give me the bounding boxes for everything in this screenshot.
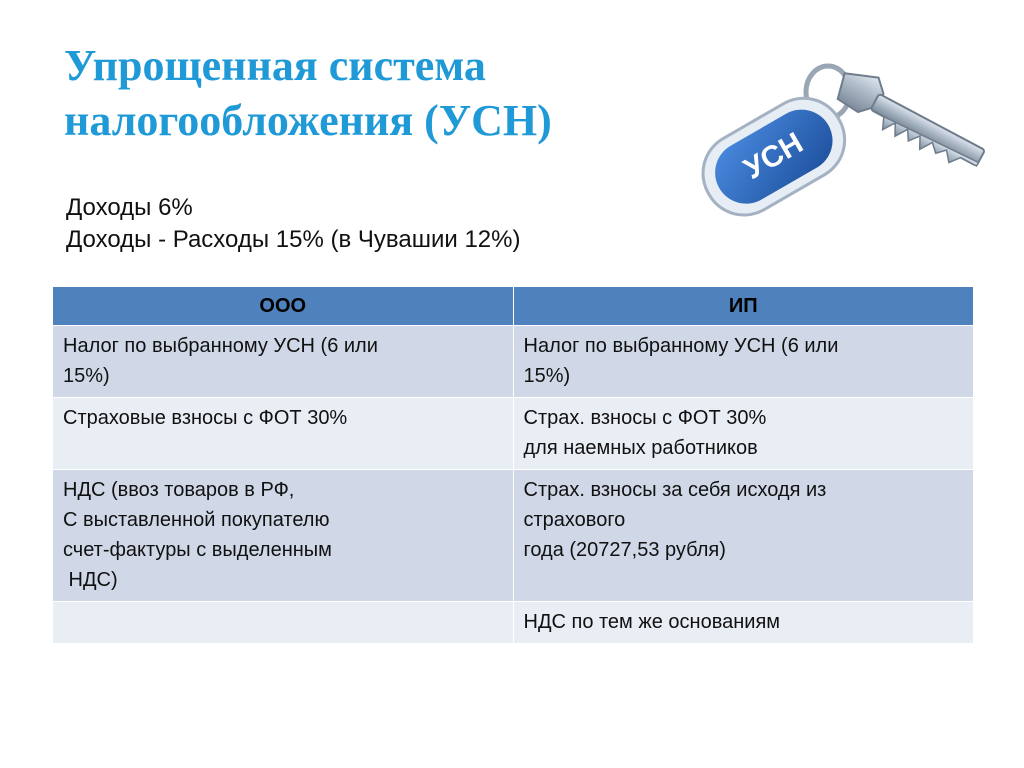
cell-text-line: для наемных работников — [523, 437, 758, 459]
table-cell-ip — [513, 602, 973, 644]
cell-text-line: Страх. взносы за себя исходя из — [523, 479, 827, 501]
cell-text-line: страхового — [523, 509, 626, 531]
table-header-row — [53, 287, 973, 326]
table-row — [53, 398, 973, 470]
cell-text-line: Страх. взносы с ФОТ 30% — [523, 407, 767, 429]
cell-text-line: Налог по выбранному УСН (6 или — [63, 335, 378, 357]
cell-text-line: НДС по тем же основаниям — [523, 611, 781, 633]
tax-rate-income: Доходы 6% — [66, 194, 193, 221]
slide-title-line-1: Упрощенная система — [64, 41, 486, 90]
cell-text-line: Налог по выбранному УСН (6 или — [523, 335, 839, 357]
cell-text-line: года (20727,53 рубля) — [523, 539, 726, 561]
key-body-shape — [830, 63, 992, 177]
table-cell-ooo — [53, 398, 513, 470]
column-header-ooo: ООО — [53, 287, 513, 326]
table-cell-ip — [513, 326, 973, 398]
key-tag-label: УСН — [738, 126, 809, 186]
column-header-ip: ИП — [513, 287, 973, 326]
slide-title — [64, 38, 684, 148]
table-row — [53, 326, 973, 398]
tax-comparison-table — [53, 287, 973, 643]
table-cell-ip — [513, 398, 973, 470]
tax-rates-text — [66, 192, 520, 256]
cell-text-line: 15%) — [523, 365, 571, 387]
table-row — [53, 602, 973, 644]
tax-rate-income-minus-expenses: Доходы - Расходы 15% (в Чувашии 12%) — [66, 226, 521, 253]
usn-key-icon — [690, 0, 1010, 265]
cell-text-line: счет-фактуры с выделенным — [63, 539, 332, 561]
table-cell-ooo — [53, 326, 513, 398]
cell-text-line: 15%) — [63, 365, 110, 387]
table-cell-ooo-empty — [53, 602, 513, 644]
key-tag-shape — [690, 84, 859, 230]
cell-text-line: НДС) — [63, 569, 118, 591]
cell-text-line: НДС (ввоз товаров в РФ, — [63, 479, 295, 501]
table-cell-ooo — [53, 470, 513, 602]
cell-text-line: С выставленной покупателю — [63, 509, 330, 531]
cell-text-line: Страховые взносы с ФОТ 30% — [63, 407, 348, 429]
table-cell-ip — [513, 470, 973, 602]
slide-title-line-2: налогообложения (УСН) — [64, 96, 552, 145]
table-row — [53, 470, 973, 602]
